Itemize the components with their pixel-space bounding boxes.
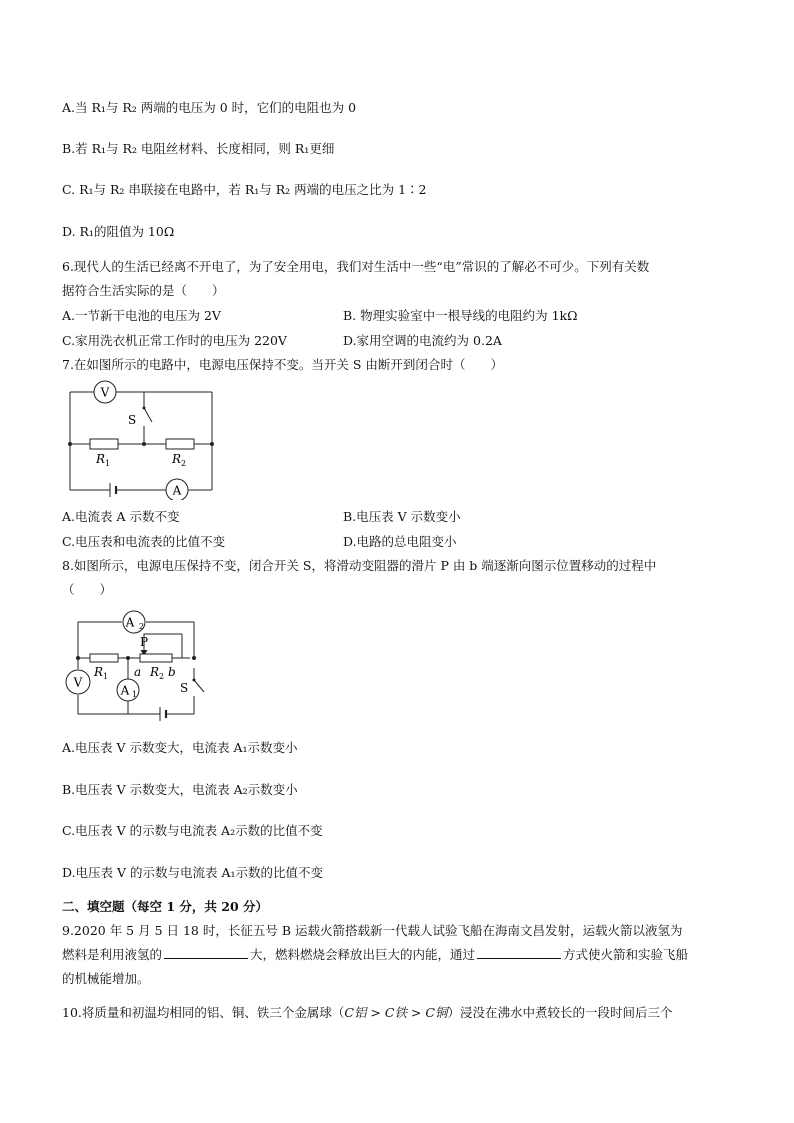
q9-answer-blank-1[interactable] xyxy=(164,946,248,959)
q9-line1: 9.2020 年 5 月 5 日 18 时，长征五号 B 运载火箭搭载新一代载人试验飞船在海南文昌发射，运载火箭以液氢为 xyxy=(62,923,683,938)
q8-stem-line1: 8.如图所示，电源电压保持不变，闭合开关 S，将滑动变阻器的滑片 P 由 b 端逐渐向图示位置移动的过程中 xyxy=(62,558,657,573)
q7-stem: 7.在如图所示的电路中，电源电压保持不变。当开关 S 由断开到闭合时（ ） xyxy=(62,357,503,372)
q7-r1-label: R xyxy=(96,452,106,466)
q7-circuit-diagram xyxy=(60,378,220,500)
q8-a1-label: A xyxy=(120,683,130,698)
q8-option-c: C.电压表 V 的示数与电流表 A₂示数的比值不变 xyxy=(62,823,323,838)
q7-resistor-r2-icon xyxy=(166,439,194,449)
q8-rheostat-r2-icon xyxy=(140,654,172,662)
q6-option-a: A.一节新干电池的电压为 2V xyxy=(62,308,221,323)
section-heading-fill-in: 二、填空题（每空 1 分，共 20 分） xyxy=(62,899,269,914)
q5-option-d: D. R₁的阻值为 10Ω xyxy=(62,224,175,239)
q9-line3: 的机械能增加。 xyxy=(62,971,150,986)
q5-option-b: B.若 R₁与 R₂ 电阻丝材料、长度相同，则 R₁更细 xyxy=(62,141,335,156)
q6-stem-line2: 据符合生活实际的是（ ） xyxy=(62,283,225,298)
q8-r2-subscript: 2 xyxy=(159,672,165,681)
q9-line2-part3: 方式使火箭和实验飞船 xyxy=(563,947,689,962)
q7-r2-subscript: 2 xyxy=(181,459,187,468)
q7-r1-subscript: 1 xyxy=(105,459,111,468)
q10-specific-heat-formula: C铝 > C铁 > C铜 xyxy=(344,1005,448,1020)
q7-battery-icon xyxy=(110,483,116,497)
q6-option-b: B. 物理实验室中一根导线的电阻约为 1kΩ xyxy=(343,308,578,323)
q5-option-a: A.当 R₁与 R₂ 两端的电压为 0 时，它们的电阻也为 0 xyxy=(62,100,357,115)
q8-option-d: D.电压表 V 的示数与电流表 A₁示数的比值不变 xyxy=(62,865,324,880)
q7-ammeter-label: A xyxy=(172,483,182,498)
q5-option-c: C. R₁与 R₂ 串联接在电路中，若 R₁与 R₂ 两端的电压之比为 1∶2 xyxy=(62,182,427,197)
q8-a1-subscript: 1 xyxy=(132,690,138,699)
q7-option-b: B.电压表 V 示数变小 xyxy=(343,509,461,524)
q8-end-a-label: a xyxy=(134,665,142,679)
q8-circuit-diagram xyxy=(62,606,222,722)
q7-resistor-r1-icon xyxy=(90,439,118,449)
q8-end-b-label: b xyxy=(168,665,176,679)
q8-option-b: B.电压表 V 示数变大，电流表 A₂示数变小 xyxy=(62,782,298,797)
q8-voltmeter-label: V xyxy=(73,675,83,690)
q8-r2-label: R xyxy=(150,665,160,679)
q7-r2-label: R xyxy=(172,452,182,466)
q7-option-a: A.电流表 A 示数不变 xyxy=(62,509,180,524)
q8-battery-icon xyxy=(160,707,166,721)
q7-option-d: D.电路的总电阻变小 xyxy=(343,534,457,549)
q8-slider-p-label: P xyxy=(140,635,149,649)
q9-line2 xyxy=(62,946,688,964)
q8-a2-label: A xyxy=(125,615,135,630)
q9-line2-part1: 燃料是利用液氢的 xyxy=(62,947,163,962)
q6-stem-line1: 6.现代人的生活已经离不开电了，为了安全用电，我们对生活中一些“电”常识的了解必不可少。下列有关数 xyxy=(62,259,650,274)
q10-line1-part1: 10.将质量和初温均相同的铝、铜、铁三个金属球（ xyxy=(62,1005,345,1020)
q8-r1-subscript: 1 xyxy=(103,672,109,681)
q9-line2-part2: 大，燃料燃烧会释放出巨大的内能，通过 xyxy=(250,947,476,962)
q6-option-d: D.家用空调的电流约为 0.2A xyxy=(343,333,502,348)
q8-stem-line2: （ ） xyxy=(62,582,113,597)
q10-line1-part2: ）浸没在沸水中煮较长的一段时间后三个 xyxy=(447,1005,673,1020)
q8-option-a: A.电压表 V 示数变大，电流表 A₁示数变小 xyxy=(62,740,298,755)
q6-option-c: C.家用洗衣机正常工作时的电压为 220V xyxy=(62,333,287,348)
q8-resistor-r1-icon xyxy=(90,654,118,662)
q8-r1-label: R xyxy=(94,665,104,679)
q7-option-c: C.电压表和电流表的比值不变 xyxy=(62,534,226,549)
q7-switch-label: S xyxy=(128,413,137,427)
q8-a2-subscript: 2 xyxy=(139,622,145,631)
q8-switch-label: S xyxy=(180,681,189,695)
q10-line1 xyxy=(62,1004,672,1022)
q7-voltmeter-label: V xyxy=(100,385,110,400)
q9-answer-blank-2[interactable] xyxy=(477,946,561,959)
